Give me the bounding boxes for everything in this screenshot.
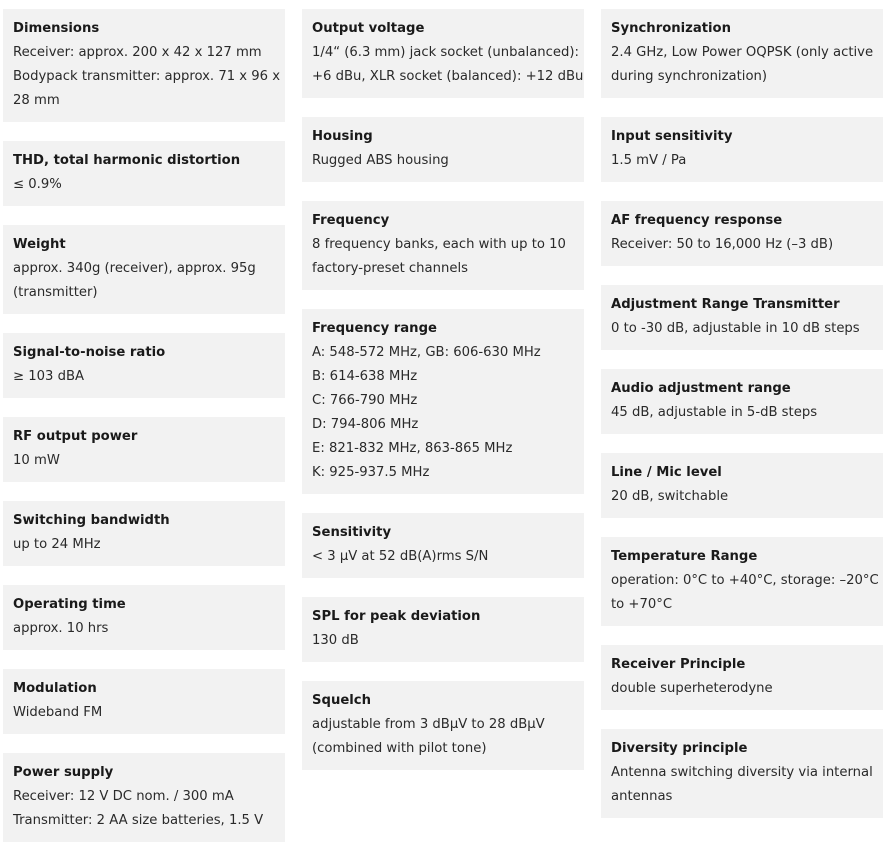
spec-value-line: double superheterodyne bbox=[611, 681, 773, 696]
spec-label: Frequency range bbox=[312, 321, 437, 336]
spec-value-line: +6 dBu, XLR socket (balanced): +12 dBu bbox=[312, 69, 584, 84]
spec-value-line: Wideband FM bbox=[13, 705, 103, 720]
spec-label: THD, total harmonic distortion bbox=[13, 153, 241, 168]
spec-value bbox=[13, 533, 275, 557]
spec-value bbox=[13, 173, 275, 197]
spec-value bbox=[611, 761, 873, 809]
spec-value-line: Rugged ABS housing bbox=[312, 153, 449, 168]
spec-label: Modulation bbox=[13, 681, 97, 696]
spec-value-line: 20 dB, switchable bbox=[611, 489, 729, 504]
spec-label: Receiver Principle bbox=[611, 657, 746, 672]
spec-value-line: (transmitter) bbox=[13, 285, 98, 300]
spec-value bbox=[312, 341, 574, 485]
spec-card-frequency-range bbox=[302, 309, 584, 494]
spec-label: Audio adjustment range bbox=[611, 381, 791, 396]
spec-value-line: 2.4 GHz, Low Power OQPSK (only active bbox=[611, 45, 874, 60]
spec-value-line: 28 mm bbox=[13, 93, 60, 108]
spec-value-line: antennas bbox=[611, 789, 673, 804]
spec-value bbox=[13, 617, 275, 641]
spec-value bbox=[13, 785, 275, 833]
spec-card-synchronization bbox=[601, 9, 883, 98]
spec-card-output-voltage bbox=[302, 9, 584, 98]
spec-value-line: 45 dB, adjustable in 5-dB steps bbox=[611, 405, 818, 420]
spec-value-line: up to 24 MHz bbox=[13, 537, 101, 552]
spec-label: Power supply bbox=[13, 765, 114, 780]
spec-value-line: E: 821-832 MHz, 863-865 MHz bbox=[312, 441, 513, 456]
spec-value-line: (combined with pilot tone) bbox=[312, 741, 487, 756]
spec-card-modulation bbox=[3, 669, 285, 734]
spec-label: Dimensions bbox=[13, 21, 100, 36]
spec-label: RF output power bbox=[13, 429, 138, 444]
spec-grid bbox=[3, 9, 885, 842]
spec-label: Housing bbox=[312, 129, 373, 144]
spec-label: SPL for peak deviation bbox=[312, 609, 481, 624]
spec-card-sensitivity bbox=[302, 513, 584, 578]
spec-label: Squelch bbox=[312, 693, 371, 708]
spec-label: Frequency bbox=[312, 213, 390, 228]
spec-card-switching-bandwidth bbox=[3, 501, 285, 566]
spec-value-line: during synchronization) bbox=[611, 69, 768, 84]
spec-value bbox=[611, 233, 873, 257]
spec-value-line: A: 548-572 MHz, GB: 606-630 MHz bbox=[312, 345, 541, 360]
spec-column-1 bbox=[3, 9, 285, 842]
spec-card-frequency bbox=[302, 201, 584, 290]
spec-value-line: 1.5 mV / Pa bbox=[611, 153, 687, 168]
spec-label: AF frequency response bbox=[611, 213, 783, 228]
spec-card-audio-adjustment-range bbox=[601, 369, 883, 434]
spec-label: Adjustment Range Transmitter bbox=[611, 297, 840, 312]
spec-card-rf-output bbox=[3, 417, 285, 482]
spec-value bbox=[312, 545, 574, 569]
spec-value bbox=[611, 401, 873, 425]
spec-value bbox=[312, 149, 574, 173]
spec-label: Weight bbox=[13, 237, 66, 252]
spec-label: Diversity principle bbox=[611, 741, 748, 756]
spec-value-line: approx. 10 hrs bbox=[13, 621, 109, 636]
spec-column-3 bbox=[601, 9, 883, 842]
spec-value-line: 130 dB bbox=[312, 633, 359, 648]
spec-card-thd bbox=[3, 141, 285, 206]
spec-card-adjustment-range-transmitter bbox=[601, 285, 883, 350]
spec-label: Switching bandwidth bbox=[13, 513, 170, 528]
spec-value-line: Receiver: 12 V DC nom. / 300 mA bbox=[13, 789, 234, 804]
spec-value bbox=[13, 257, 275, 305]
spec-column-2 bbox=[302, 9, 584, 842]
spec-value-line: C: 766-790 MHz bbox=[312, 393, 418, 408]
spec-card-line-mic-level bbox=[601, 453, 883, 518]
spec-value bbox=[13, 449, 275, 473]
spec-value bbox=[611, 41, 873, 89]
spec-label: Sensitivity bbox=[312, 525, 392, 540]
spec-value-line: Transmitter: 2 AA size batteries, 1.5 V bbox=[13, 813, 264, 828]
spec-value-line: ≤ 0.9% bbox=[13, 177, 62, 192]
spec-value bbox=[611, 485, 873, 509]
spec-card-housing bbox=[302, 117, 584, 182]
spec-card-input-sensitivity bbox=[601, 117, 883, 182]
spec-value-line: approx. 340g (receiver), approx. 95g bbox=[13, 261, 256, 276]
spec-value-line: K: 925-937.5 MHz bbox=[312, 465, 430, 480]
spec-card-diversity-principle bbox=[601, 729, 883, 818]
spec-value-line: D: 794-806 MHz bbox=[312, 417, 419, 432]
spec-label: Output voltage bbox=[312, 21, 425, 36]
spec-value bbox=[611, 569, 879, 617]
spec-value-line: < 3 μV at 52 dB(A)rms S/N bbox=[312, 549, 489, 564]
spec-value bbox=[312, 629, 574, 653]
spec-value-line: adjustable from 3 dBμV to 28 dBμV bbox=[312, 717, 545, 732]
spec-value bbox=[611, 677, 873, 701]
spec-card-spl-peak-deviation bbox=[302, 597, 584, 662]
spec-card-snr bbox=[3, 333, 285, 398]
spec-value bbox=[312, 233, 574, 281]
spec-value-line: to +70°C bbox=[611, 597, 673, 612]
spec-value bbox=[13, 365, 275, 389]
spec-value-line: 8 frequency banks, each with up to 10 bbox=[312, 237, 566, 252]
spec-label: Line / Mic level bbox=[611, 465, 722, 480]
spec-value-line: 0 to -30 dB, adjustable in 10 dB steps bbox=[611, 321, 860, 336]
spec-label: Synchronization bbox=[611, 21, 732, 36]
spec-value-line: ≥ 103 dBA bbox=[13, 369, 85, 384]
spec-label: Signal-to-noise ratio bbox=[13, 345, 166, 360]
spec-value-line: 1/4“ (6.3 mm) jack socket (unbalanced): bbox=[312, 45, 579, 60]
spec-value-line: Receiver: approx. 200 x 42 x 127 mm bbox=[13, 45, 262, 60]
spec-card-weight bbox=[3, 225, 285, 314]
spec-value-line: Bodypack transmitter: approx. 71 x 96 x bbox=[13, 69, 281, 84]
spec-value bbox=[312, 713, 574, 761]
spec-card-af-frequency-response bbox=[601, 201, 883, 266]
spec-value bbox=[611, 149, 873, 173]
spec-label: Input sensitivity bbox=[611, 129, 733, 144]
spec-value bbox=[611, 317, 873, 341]
spec-value bbox=[13, 701, 275, 725]
spec-value-line: Receiver: 50 to 16,000 Hz (–3 dB) bbox=[611, 237, 834, 252]
spec-value bbox=[312, 41, 584, 89]
spec-value bbox=[13, 41, 281, 113]
spec-label: Operating time bbox=[13, 597, 126, 612]
spec-label: Temperature Range bbox=[611, 549, 758, 564]
spec-value-line: factory-preset channels bbox=[312, 261, 468, 276]
spec-card-squelch bbox=[302, 681, 584, 770]
spec-card-operating-time bbox=[3, 585, 285, 650]
spec-value-line: B: 614-638 MHz bbox=[312, 369, 418, 384]
spec-card-receiver-principle bbox=[601, 645, 883, 710]
spec-value-line: operation: 0°C to +40°C, storage: –20°C bbox=[611, 573, 879, 588]
spec-value-line: Antenna switching diversity via internal bbox=[611, 765, 873, 780]
spec-card-dimensions bbox=[3, 9, 285, 122]
spec-card-temperature-range bbox=[601, 537, 883, 626]
spec-value-line: 10 mW bbox=[13, 453, 60, 468]
